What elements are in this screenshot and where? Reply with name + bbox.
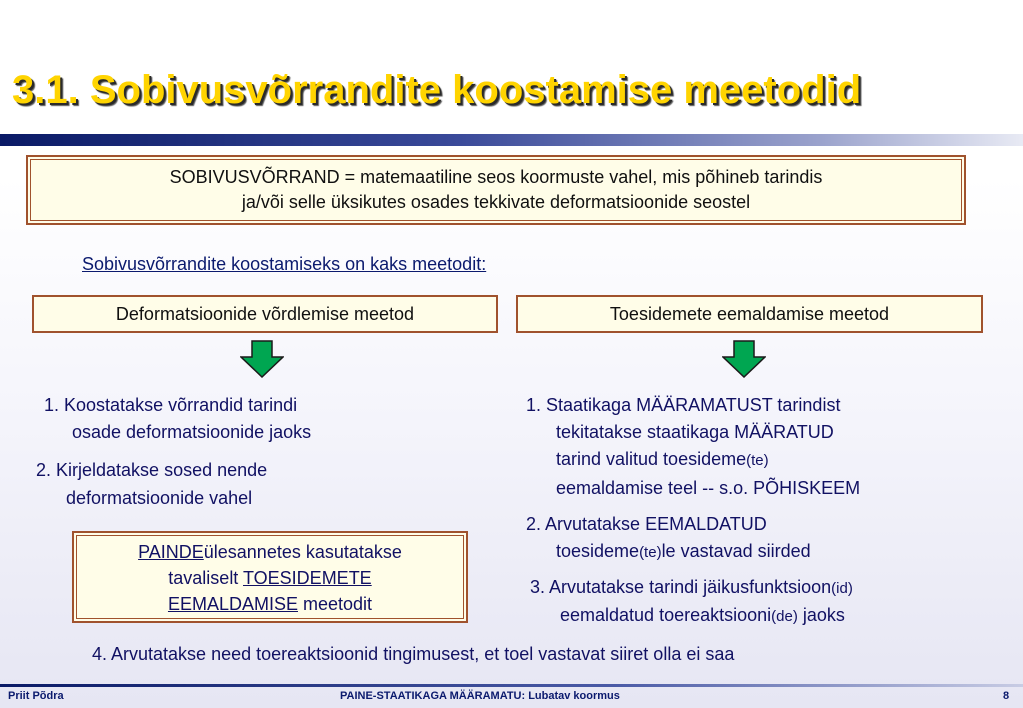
right-step-2-suffix: (te) bbox=[639, 544, 662, 561]
left-step-1-line-2: osade deformatsioonide jaoks bbox=[72, 422, 312, 442]
down-arrow-icon bbox=[722, 340, 766, 378]
note-text-1: ülesannetes kasutatakse bbox=[203, 542, 402, 562]
footer-course: PAINE-STAATIKAGA MÄÄRAMATU: Lubatav koormus bbox=[340, 690, 620, 702]
title-underline-bar bbox=[0, 134, 1023, 146]
right-step-2-text: toesideme bbox=[556, 541, 640, 561]
left-step-1-line-1: 1. Koostatakse võrrandid tarindi bbox=[44, 395, 298, 415]
left-step-2-line-2: deformatsioonide vahel bbox=[66, 488, 253, 508]
note-text-3: meetodit bbox=[298, 594, 373, 614]
slide-title: 3.1. Sobivusvõrrandite koostamise meetodid bbox=[12, 68, 862, 112]
right-step-3-suffix: (id) bbox=[831, 580, 853, 597]
right-step-1-line-3-suffix: (te) bbox=[746, 452, 769, 469]
right-step-2-line-1: 2. Arvutatakse EEMALDATUD bbox=[526, 514, 767, 534]
bending-note-box bbox=[72, 531, 468, 623]
definition-line-2: ja/või selle üksikutes osades tekkivate deformatsioonide seostel bbox=[241, 192, 751, 212]
right-step-3-line-2 bbox=[560, 603, 845, 629]
note-toesidemete: TOESIDEMETE bbox=[243, 568, 372, 588]
right-step-2-text-end: le vastavad siirded bbox=[661, 541, 811, 561]
down-arrow-icon bbox=[240, 340, 284, 378]
definition-box bbox=[26, 155, 966, 225]
right-step-3-text: 3. Arvutatakse tarindi jäikusfunktsioon bbox=[530, 577, 832, 597]
method-box-right bbox=[516, 295, 983, 333]
right-step-3-text-2: eemaldatud toereaktsiooni bbox=[560, 605, 772, 625]
definition-line-1: SOBIVUSVÕRRAND = matemaatiline seos koormuste vahel, mis põhineb tarindis bbox=[169, 167, 823, 187]
method-box-left bbox=[32, 295, 498, 333]
footer-page-number: 8 bbox=[1003, 690, 1010, 702]
note-eemaldamise: EEMALDAMISE bbox=[167, 594, 298, 614]
right-step-3-line-1 bbox=[530, 575, 853, 601]
right-step-1-line-3-text: tarind valitud toesideme bbox=[556, 449, 747, 469]
note-paine: PAINDE bbox=[138, 542, 204, 562]
right-step-1-line-1: 1. Staatikaga MÄÄRAMATUST tarindist bbox=[526, 395, 841, 415]
right-step-3-text-end: jaoks bbox=[797, 605, 845, 625]
methods-subtitle: Sobivusvõrrandite koostamiseks on kaks meetodit: bbox=[82, 254, 487, 274]
step-4: 4. Arvutatakse need toereaktsioonid tingimusest, et toel vastavat siiret olla ei saa bbox=[92, 644, 735, 664]
right-step-1-line-4: eemaldamise teel -- s.o. PÕHISKEEM bbox=[556, 478, 861, 498]
footer-author: Priit Põdra bbox=[8, 690, 64, 702]
right-step-3-suffix-2: (de) bbox=[771, 608, 798, 625]
note-text-2: tavaliselt bbox=[168, 568, 243, 588]
right-step-1-line-2: tekitatakse staatikaga MÄÄRATUD bbox=[556, 422, 834, 442]
method-left-label: Deformatsioonide võrdlemise meetod bbox=[115, 303, 415, 324]
left-step-2-line-1: 2. Kirjeldatakse sosed nende bbox=[36, 460, 268, 480]
footer-divider bbox=[0, 684, 1023, 687]
method-right-label: Toesidemete eemaldamise meetod bbox=[609, 303, 890, 324]
right-step-2-line-2 bbox=[556, 539, 811, 565]
right-step-1-line-3 bbox=[556, 447, 769, 473]
